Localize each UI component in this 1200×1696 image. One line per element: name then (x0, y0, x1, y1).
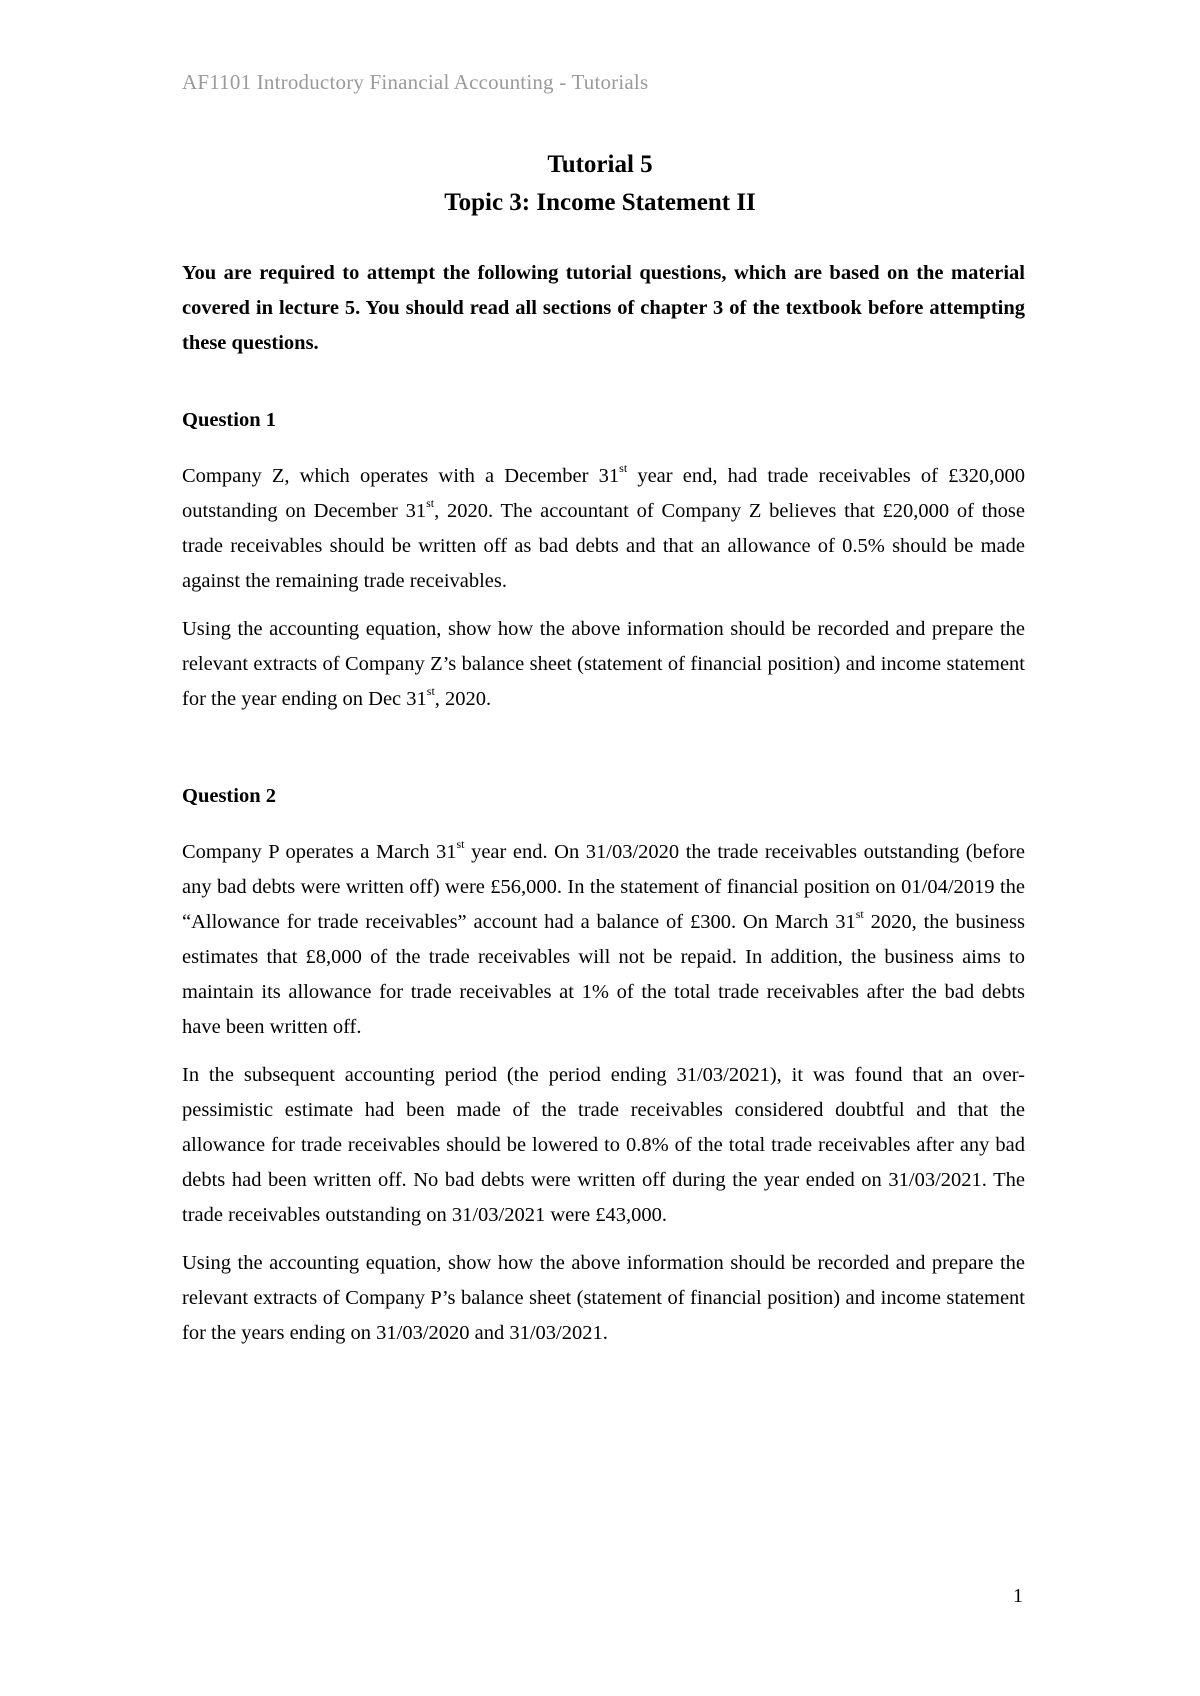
question-1-paragraph-2 (182, 612, 1025, 717)
page-number: 1 (1013, 1585, 1023, 1607)
q2-p1-sup-1: st (456, 837, 465, 852)
q1-p1-text-b: year end, had trade receivables of £320,000 outstanding on December 31 (182, 465, 1025, 522)
q1-p1-sup-1: st (619, 461, 628, 476)
q2-p1-text-b: year end. On 31/03/2020 the trade receivables outstanding (before any bad debts were written off) were £56,000. In the statement of financial position on 01/04/2019 the “Allowance for trade receivables” account had a balance of £300. On March 31 (182, 841, 1025, 933)
q1-p1-text-c: , 2020. The accountant of Company Z believes that £20,000 of those trade receivables should be written off as bad debts and that an allowance of 0.5% should be made against the remaining trade receivables. (182, 500, 1025, 592)
q2-p1-sup-2: st (855, 907, 864, 922)
running-header: AF1101 Introductory Financial Accounting - Tutorials (182, 70, 649, 94)
content-body (182, 256, 1025, 1351)
tutorial-title: Tutorial 5 (547, 151, 653, 178)
q1-p2-text-b: , 2020. (434, 688, 492, 710)
q2-p1-text-a: Company P operates a March 31 (182, 841, 457, 863)
intro-instructions: You are required to attempt the following tutorial questions, which are based on the material covered in lecture 5. You should read all sections of chapter 3 of the textbook before attempting these questions. (182, 262, 1025, 354)
q1-p1-sup-2: st (426, 496, 435, 511)
q2-p1-text-c: 2020, the business estimates that £8,000 of the trade receivables will not be repaid. In addition, the business aims to maintain its allowance for trade receivables at 1% of the total trade receivables after the bad debts have been written off. (182, 911, 1025, 1038)
topic-title: Topic 3: Income Statement II (444, 189, 756, 216)
q1-p2-text-a: Using the accounting equation, show how the above information should be recorded and prepare the relevant extracts of Company Z’s balance sheet (statement of financial position) and income statement for the year ending on Dec 31 (182, 618, 1025, 710)
question-1-heading: Question 1 (182, 409, 276, 431)
question-2-heading: Question 2 (182, 785, 276, 807)
title-block (0, 146, 1200, 222)
question-2-paragraph-3: Using the accounting equation, show how the above information should be recorded and prepare the relevant extracts of Company P’s balance sheet (statement of financial position) and income statement for the years ending on 31/03/2020 and 31/03/2021. (182, 1252, 1025, 1344)
q1-p2-sup-1: st (426, 684, 435, 699)
question-2-paragraph-2: In the subsequent accounting period (the period ending 31/03/2021), it was found that an over-pessimistic estimate had been made of the trade receivables considered doubtful and that the allowance for trade receivables should be lowered to 0.8% of the total trade receivables after any bad debts had been written off. No bad debts were written off during the year ended on 31/03/2021. The trade receivables outstanding on 31/03/2021 were £43,000. (182, 1064, 1025, 1226)
question-1-paragraph-1 (182, 459, 1025, 599)
q1-p1-text-a: Company Z, which operates with a December 31 (182, 465, 620, 487)
question-2-paragraph-1 (182, 835, 1025, 1045)
